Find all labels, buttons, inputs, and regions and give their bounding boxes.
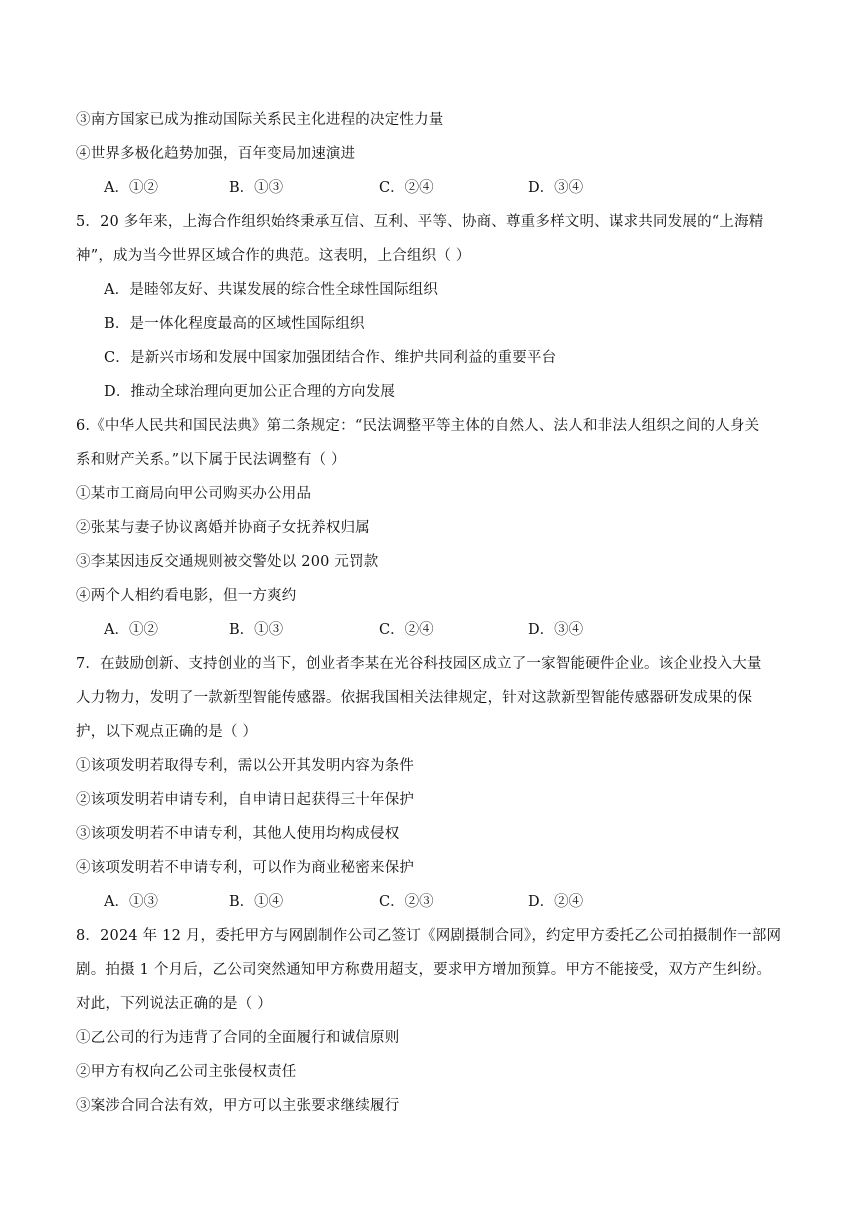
q6-option-c[interactable]: C．②④: [379, 622, 434, 638]
q8-stem-line-3: 对此，下列说法正确的是（ ）: [76, 996, 272, 1012]
q6-stem-line-2: 系和财产关系。”以下属于民法调整有（ ）: [76, 452, 346, 468]
q5-option-c[interactable]: C．是新兴市场和发展中国家加强团结合作、维护共同利益的重要平台: [104, 350, 557, 366]
q8-stem-line-1: 8．2024 年 12 月，委托甲方与网剧制作公司乙签订《网剧摄制合同》，约定甲方委托乙公司拍摄制作一部网: [76, 928, 782, 944]
q6-item-2: ②张某与妻子协议离婚并协商子女抚养权归属: [76, 520, 370, 536]
q7-item-4: ④该项发明若不申请专利，可以作为商业秘密来保护: [76, 860, 415, 876]
q7-item-3: ③该项发明若不申请专利，其他人使用均构成侵权: [76, 826, 400, 842]
q7-option-c[interactable]: C．②③: [379, 894, 434, 910]
q4-option-b[interactable]: B．①③: [229, 180, 284, 196]
q7-option-a[interactable]: A．①③: [104, 894, 158, 910]
q6-option-d[interactable]: D．③④: [528, 622, 584, 638]
q5-option-d[interactable]: D．推动全球治理向更加公正合理的方向发展: [104, 384, 396, 400]
q4-option-d[interactable]: D．③④: [528, 180, 584, 196]
q6-stem-line-1: 6.《中华人民共和国民法典》第二条规定：“民法调整平等主体的自然人、法人和非法人组织之间的人身关: [76, 418, 760, 434]
q4-option-a[interactable]: A．①②: [104, 180, 158, 196]
q4-item-4: ④世界多极化趋势加强，百年变局加速演进: [76, 146, 356, 162]
q5-option-b[interactable]: B．是一体化程度最高的区域性国际组织: [104, 316, 365, 332]
q7-item-1: ①该项发明若取得专利，需以公开其发明内容为条件: [76, 758, 415, 774]
q7-stem-line-1: 7．在鼓励创新、支持创业的当下，创业者李某在光谷科技园区成立了一家智能硬件企业。该企业投入大量: [76, 656, 762, 672]
q8-item-1: ①乙公司的行为违背了合同的全面履行和诚信原则: [76, 1030, 400, 1046]
q4-option-c[interactable]: C．②④: [379, 180, 434, 196]
q8-item-2: ②甲方有权向乙公司主张侵权责任: [76, 1064, 297, 1080]
q7-stem-line-2: 人力物力，发明了一款新型智能传感器。依据我国相关法律规定，针对这款新型智能传感器研发成果的保: [76, 690, 753, 706]
q6-option-b[interactable]: B．①③: [229, 622, 284, 638]
q7-stem-line-3: 护，以下观点正确的是（ ）: [76, 724, 258, 740]
q4-item-3: ③南方国家已成为推动国际关系民主化进程的决定性力量: [76, 112, 444, 128]
q6-item-4: ④两个人相约看电影，但一方爽约: [76, 588, 297, 604]
q7-option-d[interactable]: D．②④: [528, 894, 584, 910]
q7-item-2: ②该项发明若申请专利，自申请日起获得三十年保护: [76, 792, 415, 808]
q7-option-b[interactable]: B．①④: [229, 894, 284, 910]
q6-option-a[interactable]: A．①②: [104, 622, 158, 638]
q8-item-3: ③案涉合同合法有效，甲方可以主张要求继续履行: [76, 1098, 400, 1114]
q6-item-3: ③李某因违反交通规则被交警处以 200 元罚款: [76, 554, 379, 570]
q5-stem-line-2: 神”，成为当今世界区域合作的典范。这表明，上合组织（ ）: [76, 248, 471, 264]
q5-option-a[interactable]: A．是睦邻友好、共谋发展的综合性全球性国际组织: [104, 282, 439, 298]
q5-stem-line-1: 5．20 多年来，上海合作组织始终秉承互信、互利、平等、协商、尊重多样文明、谋求共同发展的“上海精: [76, 214, 764, 230]
q6-item-1: ①某市工商局向甲公司购买办公用品: [76, 486, 312, 502]
q8-stem-line-2: 剧。拍摄 1 个月后，乙公司突然通知甲方称费用超支，要求甲方增加预算。甲方不能接受，双方产生纠纷。: [76, 962, 772, 978]
